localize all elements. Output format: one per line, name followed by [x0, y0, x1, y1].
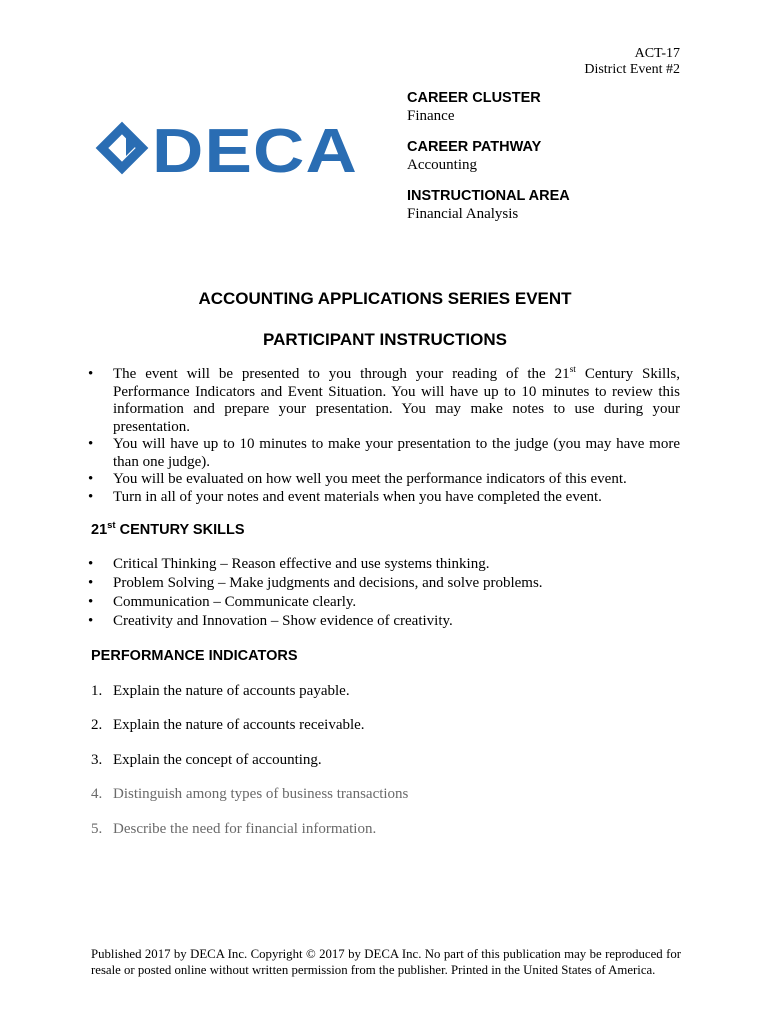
bullet-icon: •: [88, 366, 94, 382]
career-cluster-block: [407, 90, 707, 237]
list-item: • Turn in all of your notes and event materials when you have completed the event.: [88, 488, 602, 505]
indicator-item: 2. Explain the nature of accounts receivable.: [91, 717, 365, 733]
event-code-block: [584, 46, 680, 78]
event-title: ACCOUNTING APPLICATIONS SERIES EVENT: [198, 289, 572, 308]
bullet-icon: •: [88, 488, 94, 505]
career-pathway-heading: CAREER PATHWAY: [407, 139, 542, 155]
deca-diamond-icon: [102, 128, 142, 168]
indicator-item: 5. Describe the need for financial information.: [91, 821, 377, 837]
list-item: • The event will be presented to you through your reading of the 21st Century Skills, Performance Indicators and Event Situation. You will have up to 10 minutes to review this information and prepare your presentation. You may make notes to use during your presentation.: [88, 365, 680, 435]
bullet-icon: •: [88, 594, 94, 611]
instructions-list: [88, 366, 680, 506]
participant-instructions-title: PARTICIPANT INSTRUCTIONS: [263, 330, 507, 349]
list-item: • Problem Solving – Make judgments and decisions, and solve problems.: [88, 575, 543, 592]
career-cluster-heading: CAREER CLUSTER: [407, 90, 541, 106]
list-item: • You will be evaluated on how well you meet the performance indicators of this event.: [88, 471, 627, 487]
list-item: • Critical Thinking – Reason effective and use systems thinking.: [88, 556, 490, 572]
list-item: • Creativity and Innovation – Show evidence of creativity.: [88, 613, 453, 630]
deca-logo-text: DECA: [152, 117, 358, 182]
career-cluster-value: Finance: [407, 108, 455, 124]
event-number: District Event #2: [584, 62, 680, 77]
skills-heading: 21st CENTURY SKILLS: [91, 520, 245, 538]
indicator-item: 1. Explain the nature of accounts payable.: [91, 683, 350, 699]
bullet-icon: •: [88, 471, 94, 487]
indicator-item: 4. Distinguish among types of business transactions: [91, 786, 409, 802]
bullet-icon: •: [88, 556, 94, 572]
indicator-item: 3. Explain the concept of accounting.: [91, 752, 322, 768]
bullet-icon: •: [88, 436, 94, 452]
career-pathway-value: Accounting: [407, 157, 477, 173]
deca-logo: [92, 114, 364, 182]
copyright-footer: Published 2017 by DECA Inc. Copyright © 2017 by DECA Inc. No part of this publication may be reproduced for resale or posted online without written permission from the publisher. Printed in the United States of America.: [91, 947, 681, 977]
instructional-area-value: Financial Analysis: [407, 206, 519, 222]
performance-indicators-heading: PERFORMANCE INDICATORS: [91, 648, 298, 664]
list-item: • Communication – Communicate clearly.: [88, 594, 357, 611]
event-code: ACT-17: [634, 46, 680, 61]
instructional-area-heading: INSTRUCTIONAL AREA: [407, 188, 570, 204]
skills-list: [88, 556, 680, 632]
list-item: • You will have up to 10 minutes to make your presentation to the judge (you may have more than one judge).: [88, 436, 680, 470]
bullet-icon: •: [88, 613, 94, 630]
bullet-icon: •: [88, 575, 94, 592]
